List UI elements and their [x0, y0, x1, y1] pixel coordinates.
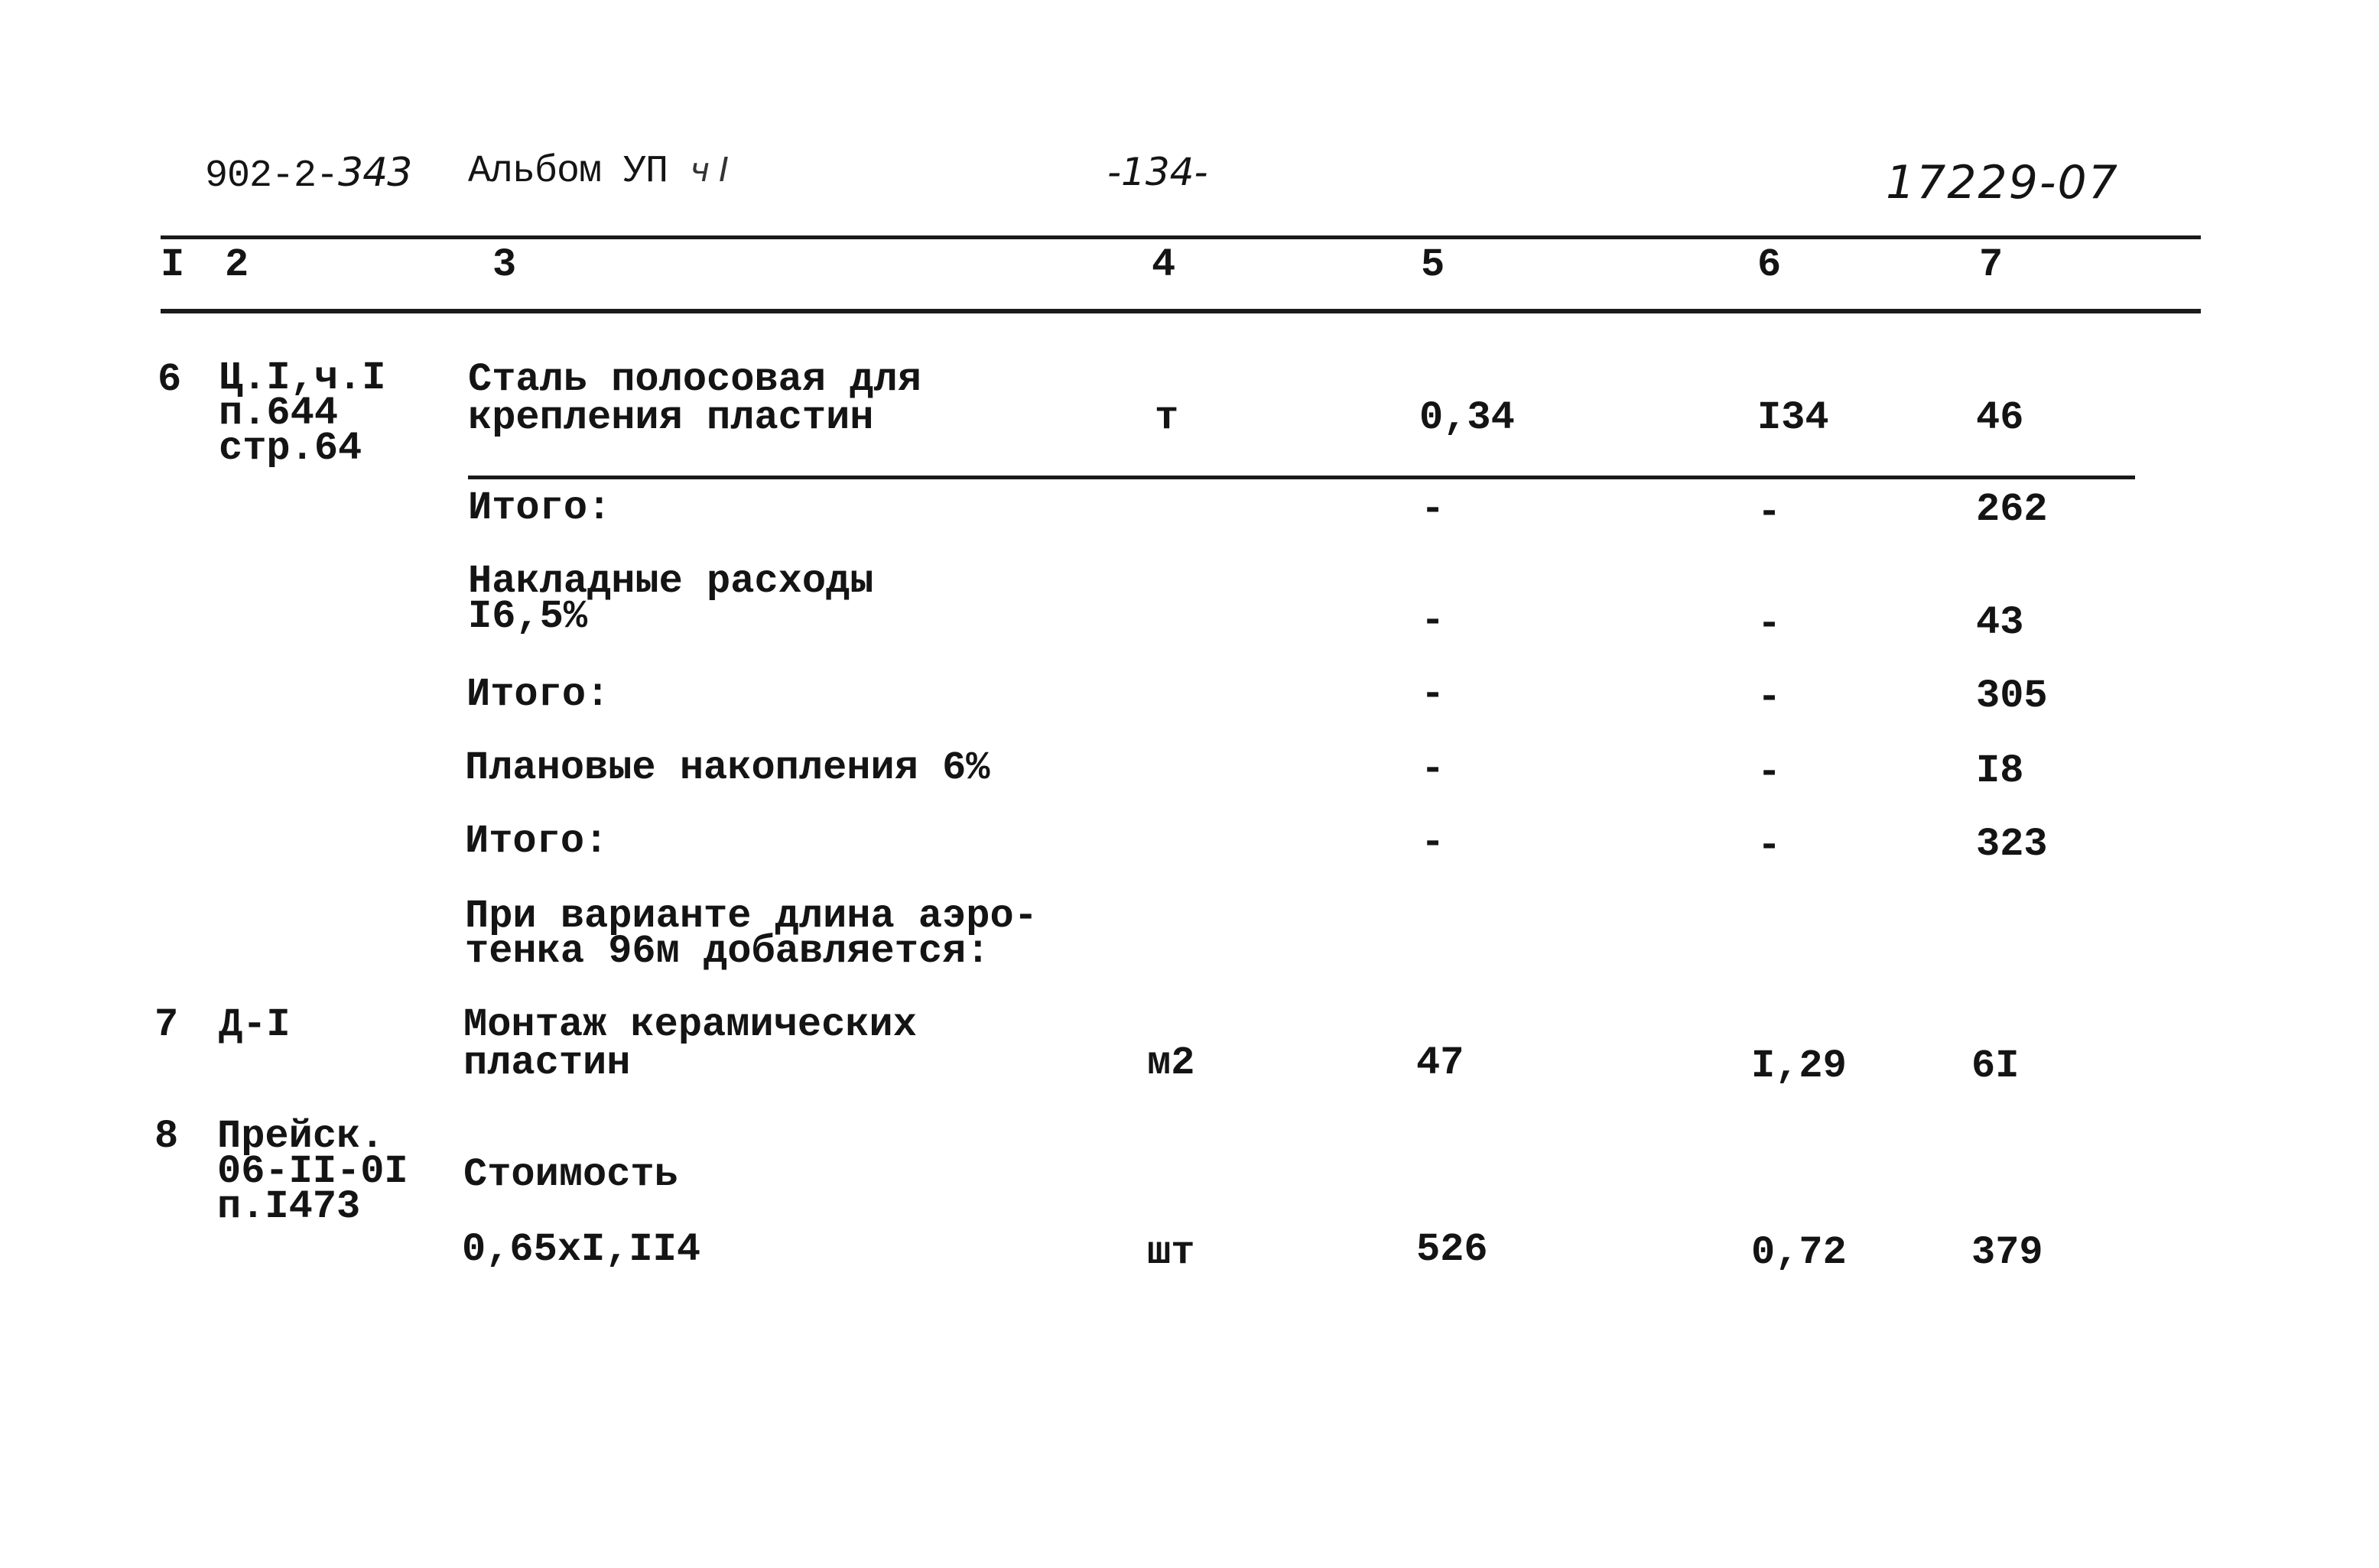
header-rule-bottom: [161, 309, 2201, 313]
summary-price: -: [1757, 750, 1782, 795]
album-label: Альбом УП ч I: [468, 150, 729, 193]
row-reference: Ц.I,ч.I п.644 стр.64: [219, 355, 386, 471]
summary-total: 323: [1976, 822, 2048, 867]
document-code: 902-2-343: [205, 150, 412, 198]
summary-total: 43: [1976, 600, 2024, 645]
album-part-handwritten: ч I: [690, 151, 729, 190]
row-price: 0,72: [1751, 1230, 1847, 1275]
variant-note: При варианте длина аэро- тенка 96м добавляется:: [465, 894, 1038, 974]
row-unit: шт: [1147, 1230, 1195, 1275]
row-unit: т: [1155, 395, 1179, 440]
document-code-handwritten: 343: [338, 150, 412, 196]
summary-total: I8: [1976, 748, 2024, 794]
row-description-formula: 0,65хI,II4: [462, 1227, 701, 1272]
row-description: Стоимость: [463, 1152, 678, 1197]
summary-price: -: [1757, 675, 1782, 720]
page-number: -134-: [1107, 150, 1208, 194]
summary-quantity: -: [1421, 487, 1445, 532]
summary-label: Итого:: [466, 672, 610, 717]
summary-label: Накладные расходы I6,5%: [468, 559, 874, 639]
row-number: 6: [158, 357, 182, 402]
column-header: 7: [1979, 242, 2004, 287]
row-reference: Д-I: [219, 1002, 291, 1047]
summary-quantity: -: [1421, 820, 1445, 865]
row-quantity: 0,34: [1419, 395, 1515, 440]
row-total: 46: [1976, 395, 2024, 440]
row-description: Монтаж керамических пластин: [463, 1002, 917, 1086]
summary-quantity: -: [1421, 672, 1445, 717]
row-number: 8: [154, 1114, 179, 1159]
summary-quantity: -: [1421, 747, 1445, 792]
column-header: 6: [1757, 242, 1782, 287]
summary-quantity: -: [1421, 599, 1445, 644]
row-quantity: 47: [1416, 1040, 1464, 1086]
summary-total: 262: [1976, 487, 2048, 532]
subtotal-rule: [468, 476, 2135, 479]
row-price: I34: [1757, 395, 1829, 440]
row-price: I,29: [1751, 1044, 1847, 1089]
row-unit: м2: [1147, 1040, 1195, 1086]
summary-total: 305: [1976, 674, 2048, 719]
summary-label: Итого:: [468, 485, 612, 531]
column-header: 4: [1152, 242, 1176, 287]
row-reference: Прейск. 06-II-0I п.I473: [217, 1114, 408, 1229]
summary-price: -: [1757, 602, 1782, 647]
row-number: 7: [154, 1002, 179, 1047]
summary-label: Плановые накопления 6%: [465, 745, 990, 790]
summary-price: -: [1757, 490, 1782, 535]
summary-price: -: [1757, 823, 1782, 868]
row-description: Сталь полосовая для крепления пластин: [468, 357, 921, 440]
header-rule-top: [161, 235, 2201, 239]
column-header: 5: [1421, 242, 1445, 287]
row-total: 6I: [1971, 1044, 2020, 1089]
summary-label: Итого:: [465, 819, 609, 864]
column-header: I: [161, 242, 185, 287]
document-number: 17229-07: [1886, 156, 2119, 209]
column-header: 3: [492, 242, 517, 287]
row-total: 379: [1971, 1230, 2043, 1275]
column-header: 2: [225, 242, 249, 287]
row-quantity: 526: [1416, 1227, 1488, 1272]
